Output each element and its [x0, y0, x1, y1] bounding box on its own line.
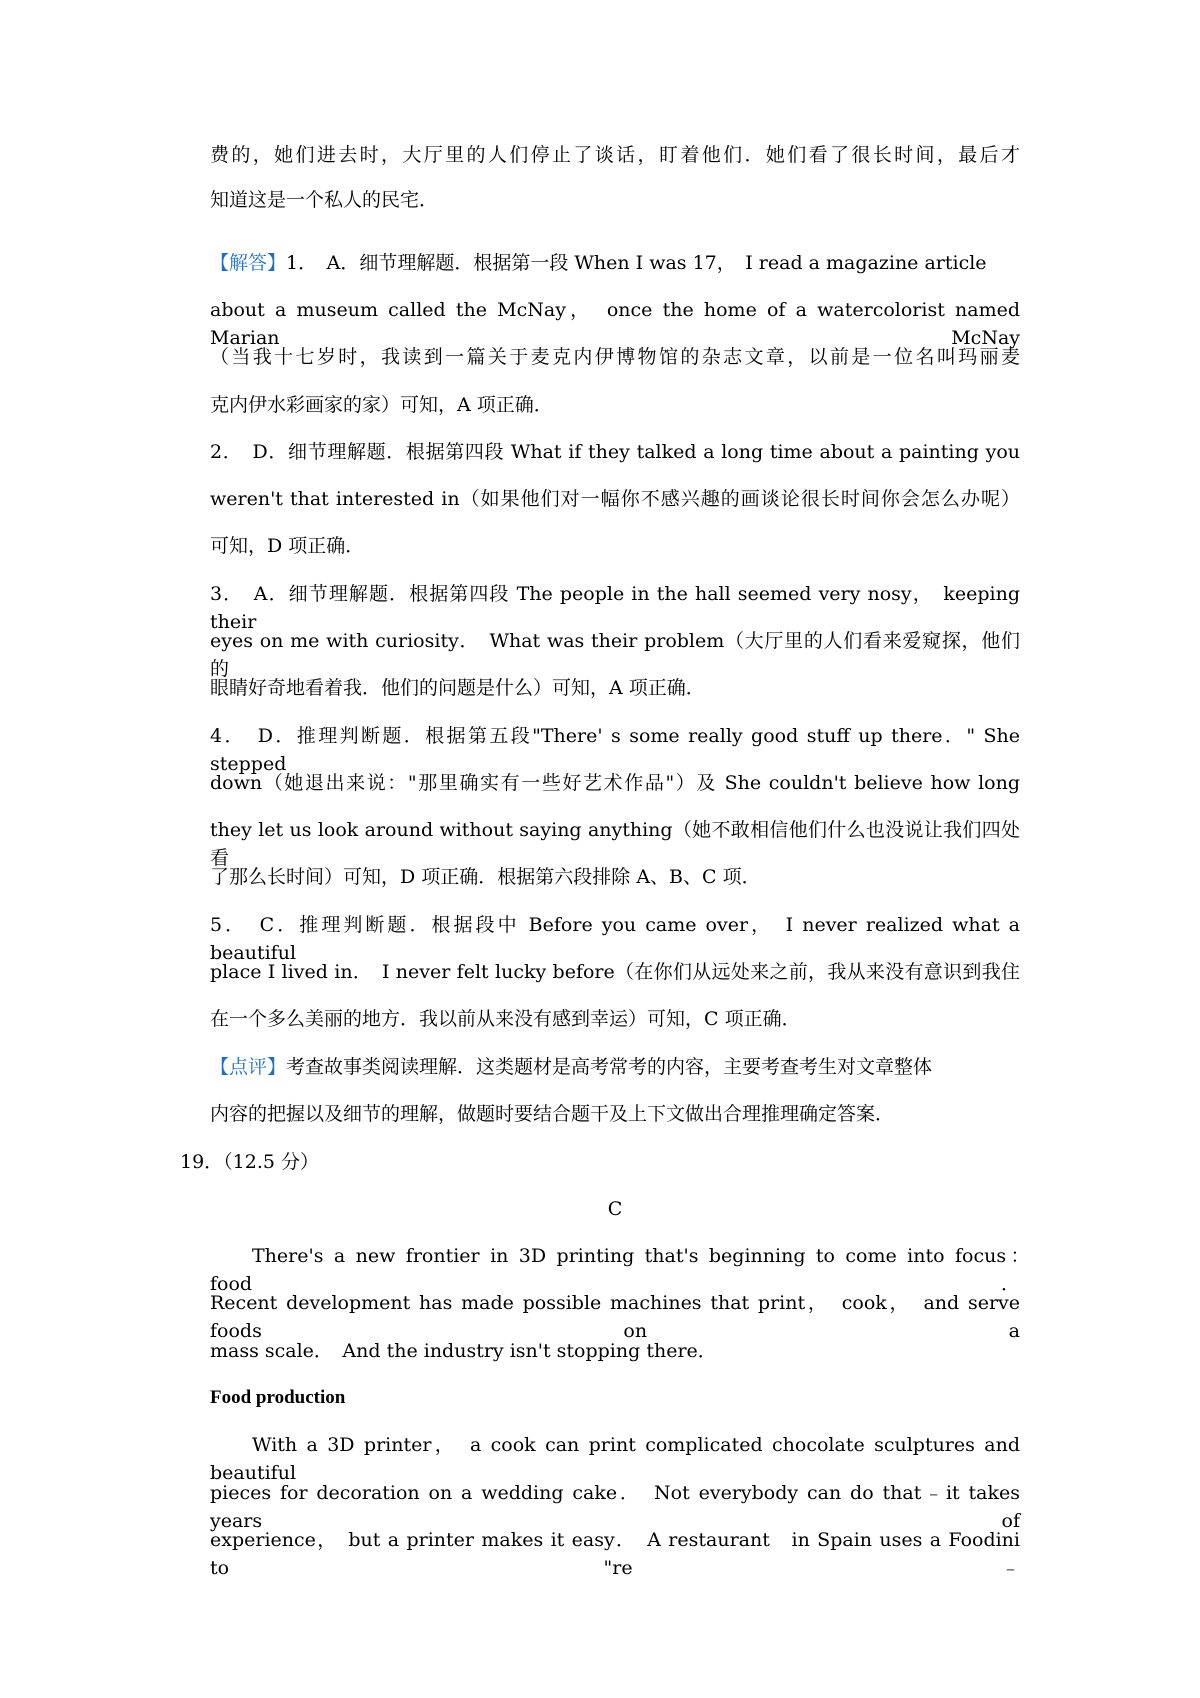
text-line: （当我十七岁时，我读到一篇关于麦克内伊博物馆的杂志文章，以前是一位名叫玛丽麦 — [210, 346, 1020, 368]
section-heading: Food production — [210, 1387, 346, 1408]
text-line: 了那么长时间）可知，D 项正确．根据第六段排除 A、B、C 项． — [210, 866, 761, 888]
text-line: 2． D．细节理解题．根据第四段 What if they talked a long time about a painting you — [210, 441, 1020, 463]
passage-line: There's a new frontier in 3D printing that's beginning to come into focus： food． — [210, 1245, 1040, 1295]
passage-line: pieces for decoration on a wedding cake． Not everybody can do that﹣it takes years of — [210, 1482, 1020, 1532]
text-line: 克内伊水彩画家的家）可知，A 项正确． — [210, 394, 553, 416]
passage-line: Recent development has made possible machines that print， cook， and serve foods on a — [210, 1292, 1020, 1342]
comment-tag: 【点评】 — [210, 1056, 287, 1078]
text-line: 3． A．细节理解题．根据第四段 The people in the hall seemed very nosy， keeping their — [210, 583, 1020, 633]
answer-tag: 【解答】 — [210, 252, 287, 274]
text-line: 费的，她们进去时，大厅里的人们停止了谈话，盯着他们．她们看了很长时间，最后才 — [210, 144, 1020, 166]
passage-label: C — [607, 1198, 623, 1220]
text-line: 5． C．推理判断题．根据段中 Before you came over， I never realized what a beautiful — [210, 914, 1020, 964]
passage-line: With a 3D printer， a cook can print complicated chocolate sculptures and beautiful — [210, 1434, 1020, 1484]
text-line: 可知，D 项正确． — [210, 535, 365, 557]
text-line: eyes on me with curiosity． What was their problem（大厅里的人们看来爱窥探，他们的 — [210, 630, 1020, 680]
text-line: 4． D．推理判断题．根据第五段"There' s some really good stuff up there．" She stepped — [210, 725, 1020, 775]
comment-text: 考查故事类阅读理解．这类题材是高考常考的内容，主要考查考生对文章整体 — [286, 1056, 933, 1078]
text-line: weren't that interested in（如果他们对一幅你不感兴趣的画谈论很长时间你会怎么办呢） — [210, 488, 1020, 510]
text-line: place I lived in． I never felt lucky before（在你们从远处来之前，我从来没有意识到我住 — [210, 961, 1020, 983]
text-line: 眼睛好奇地看着我．他们的问题是什么）可知，A 项正确． — [210, 677, 705, 699]
text-line: about a museum called the McNay， once the home of a watercolorist named Marian McNay — [210, 299, 1020, 349]
text-line: 内容的把握以及细节的理解，做题时要结合题干及上下文做出合理推理确定答案． — [210, 1103, 895, 1125]
answer-text: 1． A．细节理解题．根据第一段 When I was 17， I read a magazine article — [286, 252, 987, 274]
text-line: down（她退出来说："那里确实有一些好艺术作品"）及 She couldn't believe how long — [210, 772, 1020, 794]
answer-line — [210, 249, 1020, 277]
question-number: 19．（12.5 分） — [180, 1151, 320, 1173]
passage-line: experience， but a printer makes it easy． A restaurant in Spain uses a Foodini to "re﹣ — [210, 1529, 1020, 1579]
passage-line: mass scale． And the industry isn't stopping there． — [210, 1340, 717, 1362]
text-line: 在一个多么美丽的地方．我以前从来没有感到幸运）可知，C 项正确． — [210, 1008, 801, 1030]
text-line: they let us look around without saying anything（她不敢相信他们什么也没说让我们四处看 — [210, 819, 1020, 869]
comment-line — [210, 1053, 1020, 1081]
text-line: 知道这是一个私人的民宅． — [210, 189, 439, 211]
